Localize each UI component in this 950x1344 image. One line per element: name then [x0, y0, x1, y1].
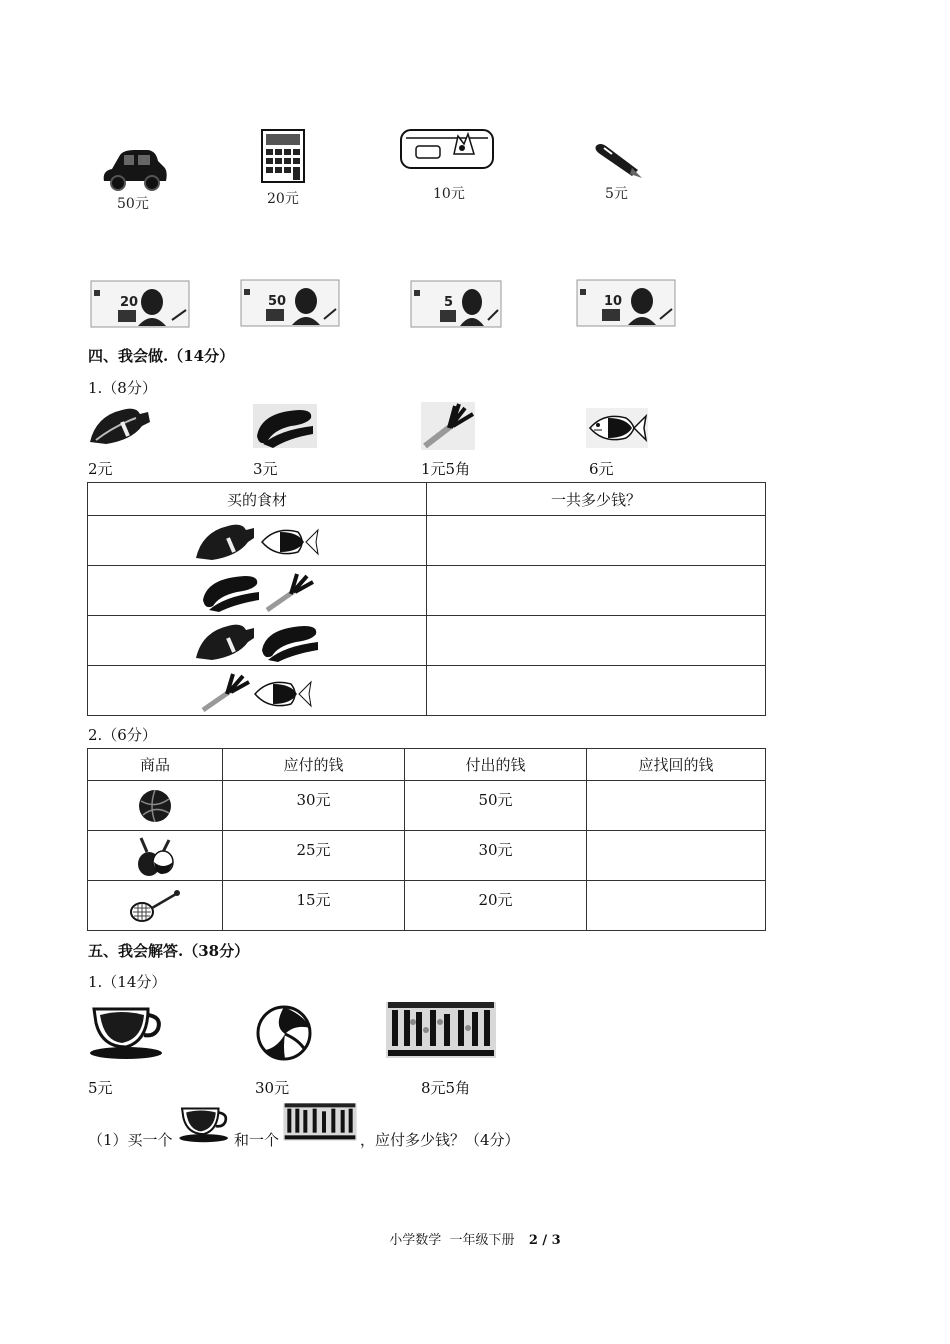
leek-icon — [421, 402, 475, 450]
banknote-20-icon — [90, 280, 190, 328]
badminton-racket-icon — [128, 888, 182, 924]
question-label: 2.（6分） — [88, 726, 157, 744]
basketball-icon — [137, 787, 173, 825]
banknote-value: 5 — [444, 295, 454, 310]
food-combo — [88, 516, 427, 566]
answer-cell[interactable] — [587, 881, 766, 931]
fish-icon — [586, 408, 648, 448]
table-row — [88, 881, 766, 931]
fish-icon — [255, 682, 311, 706]
shop-item-price: 5元 — [605, 186, 628, 202]
paid-amount: 30元 — [405, 831, 587, 881]
answer-cell[interactable] — [427, 666, 766, 716]
answer-cell[interactable] — [587, 831, 766, 881]
volleyball-icon — [255, 1004, 313, 1062]
abacus-icon — [282, 1102, 358, 1142]
fish-icon — [262, 530, 318, 554]
table-header: 买的食材 — [88, 483, 427, 516]
food-price: 2元 — [88, 460, 113, 478]
toy-car-icon — [100, 145, 170, 193]
eggplant-icon — [203, 576, 259, 612]
due-amount: 30元 — [223, 781, 405, 831]
shop-item-price: 10元 — [433, 186, 465, 202]
abacus-icon — [386, 1000, 496, 1060]
teacup-icon — [178, 1104, 232, 1144]
section-title: 四、我会做.（14分） — [88, 347, 235, 365]
food-combo — [88, 566, 427, 616]
product-cell — [88, 881, 223, 931]
food-price: 3元 — [253, 460, 278, 478]
sub-question-part: （1）买一个 — [88, 1131, 173, 1149]
table-header: 应找回的钱 — [587, 749, 766, 781]
pen-icon — [592, 140, 644, 180]
table-row — [88, 831, 766, 881]
table-header: 付出的钱 — [405, 749, 587, 781]
food-price: 6元 — [589, 460, 614, 478]
product-cell — [88, 831, 223, 881]
ping-pong-paddles-icon — [135, 834, 175, 878]
footer-subject: 小学数学 一年级下册 — [389, 1233, 515, 1248]
table-row — [88, 781, 766, 831]
food-combo — [88, 666, 427, 716]
item-price: 30元 — [255, 1079, 290, 1097]
table-row — [88, 516, 766, 566]
teacup-icon — [88, 1003, 168, 1061]
sub-question-part: ，应付多少钱？（4分） — [360, 1131, 520, 1149]
banknote-value: 20 — [120, 295, 139, 310]
answer-cell[interactable] — [587, 781, 766, 831]
table-header: 一共多少钱？ — [427, 483, 766, 516]
question-label: 1.（14分） — [88, 973, 167, 991]
banknote-5-icon — [410, 280, 502, 328]
table-row — [88, 566, 766, 616]
item-price: 5元 — [88, 1079, 113, 1097]
table-row — [88, 616, 766, 666]
calculator-icon — [260, 128, 306, 184]
sub-question-part: 和一个 — [234, 1131, 280, 1149]
vegetable-icon — [88, 404, 152, 446]
due-amount: 25元 — [223, 831, 405, 881]
leek-icon — [267, 574, 313, 610]
eggplant-icon — [262, 626, 318, 662]
section-title: 五、我会解答.（38分） — [88, 942, 250, 960]
due-amount: 15元 — [223, 881, 405, 931]
table-header: 应付的钱 — [223, 749, 405, 781]
page-number: 2 / 3 — [528, 1233, 561, 1248]
paid-amount: 50元 — [405, 781, 587, 831]
item-price: 8元5角 — [421, 1079, 471, 1097]
food-price: 1元5角 — [421, 460, 471, 478]
answer-cell[interactable] — [427, 516, 766, 566]
shop-item-price: 20元 — [267, 191, 299, 207]
paid-amount: 20元 — [405, 881, 587, 931]
banknote-value: 10 — [604, 294, 623, 309]
page-footer — [0, 1229, 950, 1248]
table-row — [88, 666, 766, 716]
vegetable-icon — [196, 524, 254, 559]
banknote-10-icon — [576, 279, 676, 327]
pencil-case-icon — [398, 124, 496, 174]
question-label: 1.（8分） — [88, 379, 157, 397]
change-table — [87, 748, 766, 931]
banknote-value: 50 — [268, 294, 287, 309]
eggplant-icon — [253, 404, 317, 448]
vegetable-icon — [196, 624, 254, 659]
food-combo — [88, 616, 427, 666]
leek-icon — [203, 674, 249, 710]
answer-cell[interactable] — [427, 616, 766, 666]
answer-cell[interactable] — [427, 566, 766, 616]
banknote-50-icon — [240, 279, 340, 327]
shop-item-price: 50元 — [117, 196, 149, 212]
table-header: 商品 — [88, 749, 223, 781]
product-cell — [88, 781, 223, 831]
food-table — [87, 482, 766, 716]
